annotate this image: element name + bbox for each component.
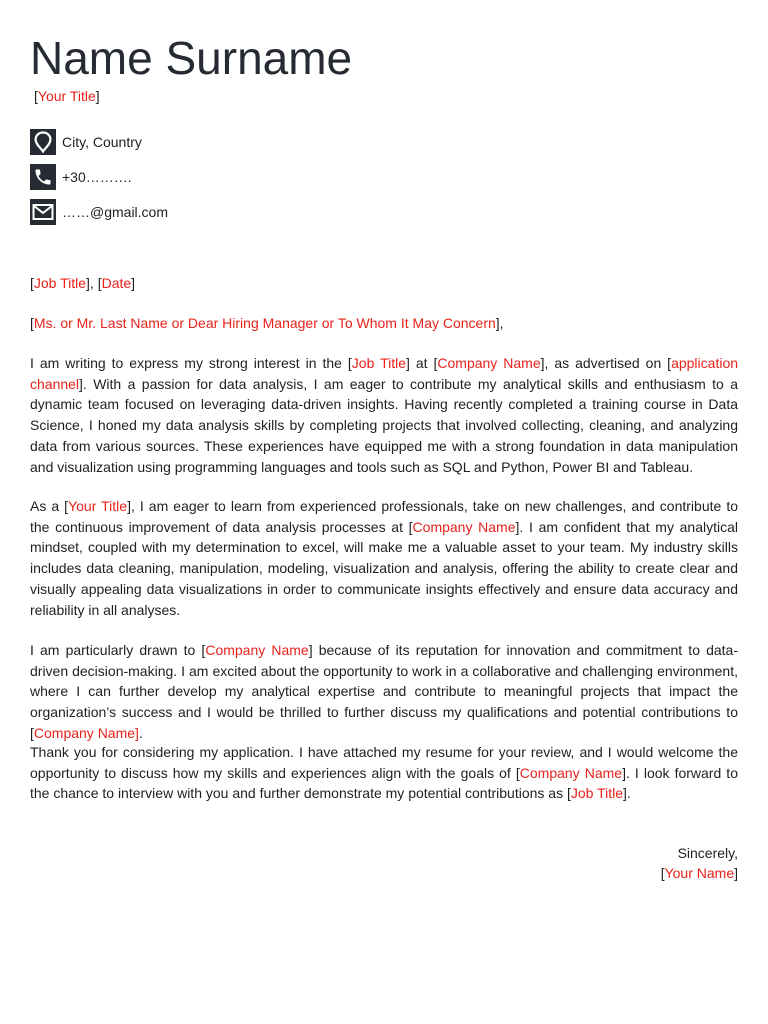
title-placeholder: Your Title — [37, 88, 96, 104]
contact-email — [30, 199, 168, 225]
applicant-title: [Your Title] — [34, 88, 100, 104]
salutation-placeholder: Ms. or Mr. Last Name or Dear Hiring Manager or To Whom It May Concern — [33, 315, 496, 331]
job-title-placeholder: Job Title — [570, 785, 623, 802]
email-text: ……@gmail.com — [62, 204, 169, 220]
date-placeholder: Date — [101, 275, 132, 291]
application-channel-placeholder: application channel — [30, 355, 739, 392]
job-title-placeholder: Job Title — [33, 275, 87, 291]
location-text: City, Country — [62, 134, 142, 150]
company-name-placeholder: Company Name — [437, 355, 541, 371]
title-placeholder: Your Title — [68, 498, 128, 514]
paragraph-3: I am particularly drawn to [Company Name] because of its reputation for innovation and commitment to data-driven decision-making. I am excited about the opportunity to work in a collaborative and challenging environment, where I can further develop my analytical expertise and contribute to meaningful projects that impact the organization’s success and I would be thrilled to further discuss my qualifications and potential contributions to [Company Name]. — [30, 642, 739, 741]
your-name-placeholder: Your Name — [664, 865, 735, 881]
paragraph-4: Thank you for considering my application. I have attached my resume for your review, and I would welcome the opportunity to discuss how my skills and experiences align with the goals of [Company Name]. I look forward to the chance to interview with you and further demonstrate my potential contributions as [Job Title]. — [30, 744, 738, 802]
envelope-icon — [30, 199, 56, 225]
signature-line: [Your Name] — [660, 865, 738, 881]
contact-phone — [30, 164, 132, 190]
location-pin-icon — [30, 129, 56, 155]
company-name-placeholder: Company Name — [412, 518, 516, 535]
phone-icon — [30, 164, 56, 190]
closing — [661, 843, 738, 883]
company-name-placeholder: Company Name] — [33, 724, 139, 741]
job-title-placeholder: Job Title — [351, 355, 407, 371]
phone-text: +30………. — [62, 169, 132, 185]
applicant-name: Name Surname — [30, 32, 353, 84]
company-name-placeholder: Company Name — [519, 764, 623, 781]
paragraph-1: I am writing to express my strong interest in the [Job Title] at [Company Name], as advertised on [application channel]. With a passion for data analysis, I am eager to contribute my analytical skills and enthusiasm to a dynamic team focused on leveraging data-driven insights. Having recently completed a training course in Data Science, I honed my data analysis skills by completing projects that involved collecting, cleaning, and analyzing data from various sources. These experiences have equipped me with a strong foundation in data manipulation and visualization using programming languages and tools such as SQL and Python, Power BI and Tableau. — [30, 355, 739, 475]
signoff: Sincerely, — [677, 845, 738, 861]
contact-location — [30, 129, 142, 155]
job-date-line: [Job Title], [Date] — [30, 275, 136, 291]
salutation: [Ms. or Mr. Last Name or Dear Hiring Manager or To Whom It May Concern], — [30, 315, 504, 331]
company-name-placeholder: Company Name — [205, 642, 309, 658]
paragraph-2: As a [Your Title], I am eager to learn from experienced professionals, take on new challenges, and contribute to the continuous improvement of data analysis processes at [Company Name]. I am confident that my analytical mindset, coupled with my determination to excel, will make me a valuable asset to your team. My industry skills includes data cleaning, manipulation, modeling, visualization and analysis, offering the ability to create clear and visually appealing data visualizations in order to communicate insights effectively and ensure data accuracy and reliability in all analyses. — [30, 498, 739, 618]
